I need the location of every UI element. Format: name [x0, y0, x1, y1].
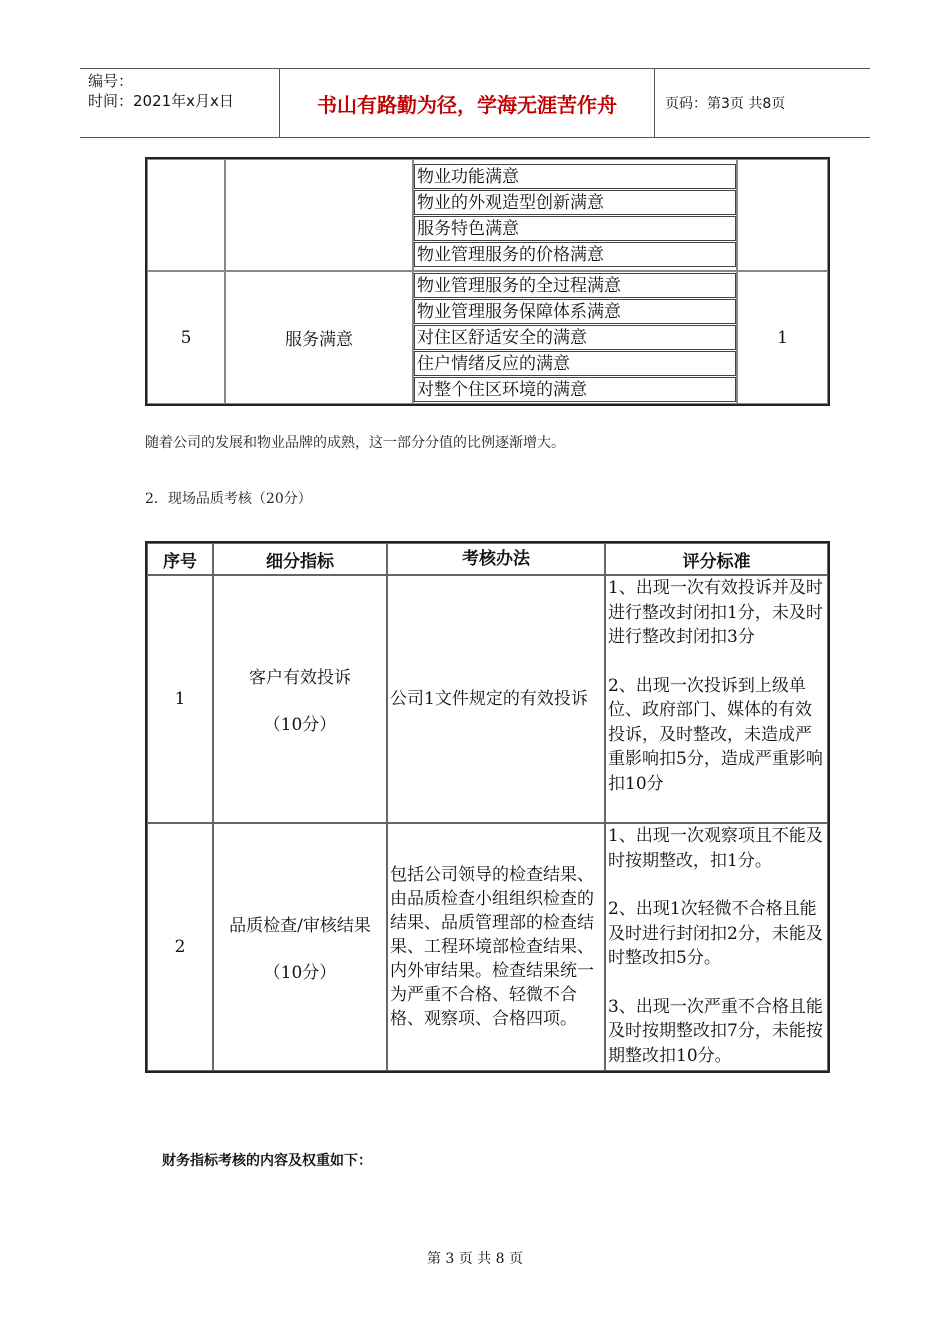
row-weight: 1 — [737, 271, 828, 404]
header-left — [80, 69, 280, 137]
indicator-cell — [213, 823, 387, 1071]
quality-table — [145, 541, 830, 1073]
list-item: 对住区舒适安全的满意 — [414, 325, 736, 350]
table-cell — [737, 159, 828, 271]
column-header: 评分标准 — [605, 543, 828, 575]
number-label: 编号： — [88, 72, 134, 90]
row-number: 5 — [147, 271, 225, 404]
standard-item: 1、出现一次观察项且不能及时按期整改，扣1分。 — [608, 826, 823, 871]
standard-item: 1、出现一次有效投诉并及时进行整改封闭扣1分，未及时进行整改封闭扣3分 — [608, 578, 823, 647]
finance-heading: 财务指标考核的内容及权重如下： — [162, 1153, 372, 1169]
list-item: 物业功能满意 — [414, 164, 736, 189]
method-cell: 包括公司领导的检查结果、由品质检查小组组织检查的结果、品质管理部的检查结果、工程环境部检查结果、内外审结果。检查结果统一为严重不合格、轻微不合格、观察项、合格四项。 — [387, 823, 605, 1071]
list-item: 住户情绪反应的满意 — [414, 351, 736, 376]
column-header: 细分指标 — [213, 543, 387, 575]
sub-items-cell — [413, 271, 737, 404]
list-item: 物业的外观造型创新满意 — [414, 190, 736, 215]
list-item: 物业管理服务保障体系满意 — [414, 299, 736, 324]
header-page-info: 页码：第3页 共8页 — [665, 96, 786, 112]
list-item: 物业管理服务的价格满意 — [414, 242, 736, 267]
page-header — [80, 68, 870, 138]
standard-cell — [605, 575, 828, 823]
indicator-points: （10分） — [263, 715, 337, 735]
table-cell — [225, 159, 413, 271]
satisfaction-table — [145, 157, 830, 406]
indicator-points: （10分） — [263, 963, 337, 983]
list-item: 物业管理服务的全过程满意 — [414, 273, 736, 298]
table-row — [147, 159, 828, 271]
paragraph: 随着公司的发展和物业品牌的成熟，这一部分分值的比例逐渐增大。 — [145, 435, 565, 451]
row-number: 2 — [147, 823, 213, 1071]
column-header: 序号 — [147, 543, 213, 575]
indicator-cell — [213, 575, 387, 823]
column-header: 考核办法 — [387, 543, 605, 575]
method-cell: 公司1文件规定的有效投诉 — [387, 575, 605, 823]
list-item: 服务特色满意 — [414, 216, 736, 241]
list-item: 对整个住区环境的满意 — [414, 377, 736, 402]
page-footer: 第 3 页 共 8 页 — [426, 1251, 524, 1267]
table-cell — [147, 159, 225, 271]
standard-item: 3、出现一次严重不合格且能及时按期整改扣7分，未能按期整改扣10分。 — [608, 996, 823, 1066]
table-header-row — [147, 543, 828, 575]
time-label: 时间：2021年x月x日 — [88, 92, 234, 110]
section-title: 2．现场品质考核（20分） — [145, 491, 312, 507]
standard-item: 2、出现1次轻微不合格且能及时进行封闭扣2分，未能及时整改扣5分。 — [608, 899, 823, 968]
table-row — [147, 823, 828, 1071]
standard-cell — [605, 823, 828, 1071]
table-row — [147, 271, 828, 404]
indicator-name: 客户有效投诉 — [249, 668, 351, 688]
indicator-name: 品质检查/审核结果 — [229, 916, 371, 936]
row-category: 服务满意 — [225, 271, 413, 404]
header-motto: 书山有路勤为径，学海无涯苦作舟 — [280, 69, 655, 137]
row-number: 1 — [147, 575, 213, 823]
table-row — [147, 575, 828, 823]
sub-items-cell — [413, 159, 737, 271]
standard-item: 2、出现一次投诉到上级单位、政府部门、媒体的有效投诉，及时整改，未造成严重影响扣5分，造成严重影响扣10分 — [608, 675, 823, 794]
